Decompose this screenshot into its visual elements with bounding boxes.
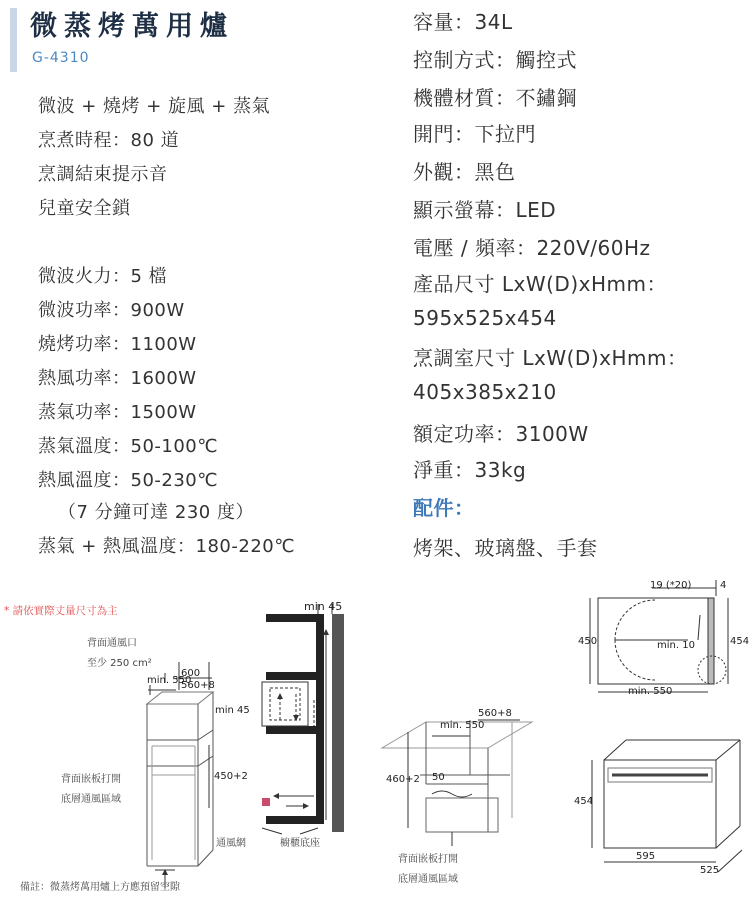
rear-panel-label-b: 背面嵌板打開 [398,854,458,865]
spec-steam-temp: 蒸氣溫度：50-100℃ [38,436,218,457]
spec-microwave-levels: 微波火力：5 檔 [38,266,168,287]
dim-560-b: 560+8 [478,708,512,719]
accessories-list: 烤架、玻璃盤、手套 [413,536,598,560]
bottom-vent-label: 底層通風區域 [61,794,121,805]
dim-600: 600 [181,668,201,679]
oven-perspective-diagram [592,740,742,872]
oven-top-view-diagram [590,580,728,692]
cabinet-base-label: 櫥櫃底座 [280,838,320,849]
dim-50: 50 [432,772,445,783]
airflow-section-diagram [262,604,344,834]
feature-programs: 烹煮時程：80 道 [38,130,180,151]
dim-min10: min. 10 [657,640,695,651]
dim-4: 4 [720,580,727,591]
feature-child-lock: 兒童安全鎖 [38,198,131,219]
measure-note: * 請依實際丈量尺寸為主 [4,605,118,617]
spec-cavity-value: 405x385x210 [413,380,557,404]
spec-steam-power: 蒸氣功率：1500W [38,402,197,423]
title-accent-bar [10,8,17,72]
spec-capacity: 容量：34L [413,10,513,34]
footnote: 備註：微蒸烤萬用爐上方應預留空隙 [20,882,180,893]
dim-450: 450+2 [214,771,248,782]
spec-color: 外觀：黑色 [413,160,516,184]
dim-560: 560+8 [181,680,215,691]
vent-mesh-label: 通風網 [216,838,246,849]
dim-min550-r: min. 550 [628,686,673,697]
rear-vent-label: 背面通風口 [87,638,137,649]
installation-diagrams [0,570,750,900]
dim-min45-top: min 45 [304,600,343,613]
spec-material: 機體材質：不鏽鋼 [413,86,577,110]
product-title: 微蒸烤萬用爐 [30,11,234,42]
feature-modes: 微波 + 燒烤 + 旋風 + 蒸氣 [38,96,271,117]
spec-size-value: 595x525x454 [413,306,557,330]
dim-min550-b: min. 550 [440,720,485,731]
model-number: G-4310 [32,50,90,66]
spec-combo-temp: 蒸氣 + 熱風溫度：180-220℃ [38,536,295,557]
bottom-vent-label-b: 底層通風區域 [398,874,458,885]
vent-min-label: 至少 250 cm² [87,658,152,669]
dim-460: 460+2 [386,774,420,785]
spec-rated-power: 額定功率：3100W [413,422,589,446]
spec-convection-temp: 熱風溫度：50-230℃ [38,470,218,491]
dim-450-r: 450 [578,636,598,647]
spec-voltage: 電壓 / 頻率：220V/60Hz [413,236,651,260]
spec-convection-power: 熱風功率：1600W [38,368,197,389]
accessories-heading: 配件： [413,496,475,520]
tall-cabinet-diagram [147,662,213,888]
dim-454-o: 454 [574,796,594,807]
spec-display: 顯示螢幕：LED [413,198,557,222]
spec-control: 控制方式：觸控式 [413,48,577,72]
dim-19: 19 (*20) [650,580,692,591]
dim-min-550: min. 550 [147,675,192,686]
feature-alert: 烹調結束提示音 [38,164,168,185]
spec-weight: 淨重：33kg [413,458,527,482]
dim-min45-side: min 45 [215,705,250,716]
spec-size-label: 產品尺寸 LxW(D)xHmm： [413,272,667,296]
spec-microwave-power: 微波功率：900W [38,300,185,321]
spec-cavity-label: 烹調室尺寸 LxW(D)xHmm： [413,346,688,370]
dim-454-r: 454 [730,636,750,647]
spec-heat-time: （7 分鐘可達 230 度） [58,502,254,523]
dim-595: 595 [636,851,656,862]
rear-panel-label: 背面嵌板打開 [61,774,121,785]
dim-525: 525 [700,865,720,876]
spec-grill-power: 燒烤功率：1100W [38,334,197,355]
spec-door: 開門：下拉門 [413,122,536,146]
